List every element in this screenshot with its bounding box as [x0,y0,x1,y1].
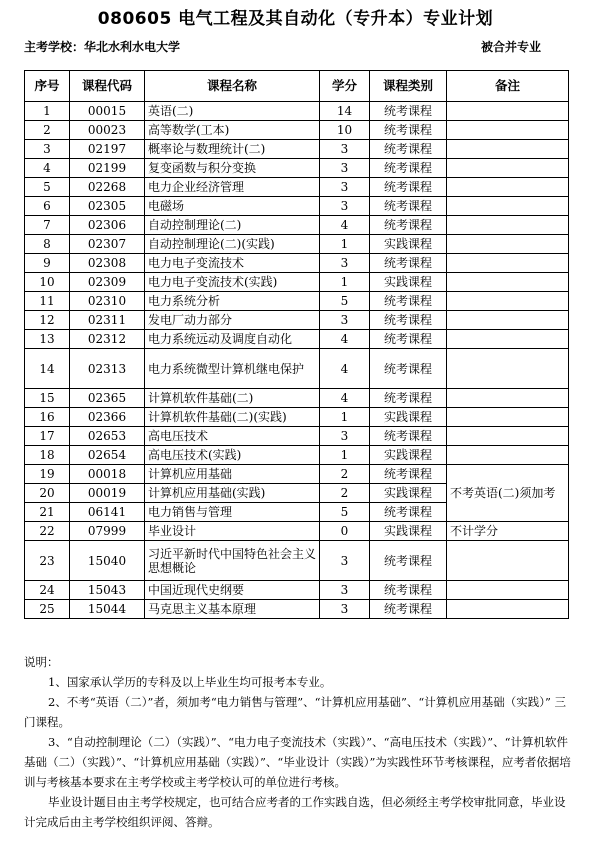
code-cell: 02306 [70,216,145,235]
code-cell: 02199 [70,159,145,178]
remark-cell [447,235,569,254]
course-name-cell: 计算机应用基础 [145,465,320,484]
credit-cell: 0 [320,522,370,541]
credit-cell: 3 [320,140,370,159]
type-cell: 统考课程 [370,102,447,121]
seq-cell: 13 [25,330,70,349]
type-cell: 统考课程 [370,581,447,600]
course-name-cell: 电力系统微型计算机继电保护 [145,349,320,389]
seq-cell: 8 [25,235,70,254]
type-cell: 统考课程 [370,178,447,197]
type-cell: 统考课程 [370,330,447,349]
seq-cell: 22 [25,522,70,541]
header-type: 课程类别 [370,71,447,102]
course-name-cell: 电力系统分析 [145,292,320,311]
credit-cell: 2 [320,484,370,503]
type-cell: 统考课程 [370,140,447,159]
type-cell: 统考课程 [370,465,447,484]
course-name-cell: 概率论与数理统计(二) [145,140,320,159]
course-name-cell: 电力销售与管理 [145,503,320,522]
remark-cell [447,389,569,408]
credit-cell: 4 [320,389,370,408]
seq-cell: 21 [25,503,70,522]
seq-cell: 15 [25,389,70,408]
table-row [25,159,569,178]
course-name-cell: 计算机应用基础(实践) [145,484,320,503]
code-cell: 00019 [70,484,145,503]
seq-cell: 7 [25,216,70,235]
remark-cell: 不计学分 [447,522,569,541]
course-name-cell: 电力企业经济管理 [145,178,320,197]
code-cell: 15044 [70,600,145,619]
table-header-row [25,71,569,102]
code-cell: 02653 [70,427,145,446]
remark-cell [447,121,569,140]
table-row [25,121,569,140]
course-name-cell: 高等数学(工本) [145,121,320,140]
table-row [25,292,569,311]
seq-cell: 20 [25,484,70,503]
credit-cell: 3 [320,541,370,581]
table-row [25,446,569,465]
code-cell: 02366 [70,408,145,427]
table-row [25,349,569,389]
table-row [25,600,569,619]
code-cell: 02313 [70,349,145,389]
header-remark: 备注 [447,71,569,102]
remark-cell: 不考英语(二)须加考 [447,465,569,522]
seq-cell: 9 [25,254,70,273]
course-name-cell: 计算机软件基础(二)(实践) [145,408,320,427]
type-cell: 实践课程 [370,522,447,541]
seq-cell: 25 [25,600,70,619]
remark-cell [447,197,569,216]
remark-cell [447,254,569,273]
code-cell: 02654 [70,446,145,465]
credit-cell: 3 [320,581,370,600]
seq-cell: 17 [25,427,70,446]
course-name-cell: 复变函数与积分变换 [145,159,320,178]
host-school: 主考学校：华北水利水电大学 [24,40,181,54]
remark-cell [447,446,569,465]
seq-cell: 3 [25,140,70,159]
seq-cell: 1 [25,102,70,121]
table-row [25,140,569,159]
type-cell: 统考课程 [370,541,447,581]
code-cell: 15043 [70,581,145,600]
table-row [25,273,569,292]
type-cell: 统考课程 [370,427,447,446]
table-row [25,178,569,197]
table-body [25,102,569,619]
credit-cell: 4 [320,349,370,389]
course-name-cell: 高电压技术 [145,427,320,446]
type-cell: 统考课程 [370,292,447,311]
code-cell: 02365 [70,389,145,408]
credit-cell: 3 [320,159,370,178]
seq-cell: 10 [25,273,70,292]
course-name-cell: 自动控制理论(二) [145,216,320,235]
code-cell: 07999 [70,522,145,541]
credit-cell: 1 [320,408,370,427]
code-cell: 00023 [70,121,145,140]
remark-cell [447,427,569,446]
course-name-cell: 自动控制理论(二)(实践) [145,235,320,254]
table-row [25,216,569,235]
page-title: 080605 电气工程及其自动化（专升本）专业计划 [97,9,494,29]
course-name-cell: 电磁场 [145,197,320,216]
credit-cell: 2 [320,465,370,484]
table-row [25,254,569,273]
code-cell: 00018 [70,465,145,484]
code-cell: 15040 [70,541,145,581]
course-plan-table [24,70,569,619]
type-cell: 实践课程 [370,484,447,503]
course-name-cell: 马克思主义基本原理 [145,600,320,619]
note-2: 2、不考“英语（二）”者，须加考“电力销售与管理”、“计算机应用基础”、“计算机应用基础（实践）” 三门课程。 [24,695,567,729]
credit-cell: 3 [320,197,370,216]
remark-cell [447,102,569,121]
type-cell: 实践课程 [370,273,447,292]
type-cell: 统考课程 [370,503,447,522]
credit-cell: 3 [320,600,370,619]
course-name-cell: 毕业设计 [145,522,320,541]
credit-cell: 3 [320,427,370,446]
code-cell: 02197 [70,140,145,159]
remark-cell [447,349,569,389]
credit-cell: 3 [320,178,370,197]
credit-cell: 4 [320,330,370,349]
merged-major-label: 被合并专业 [480,40,541,54]
seq-cell: 23 [25,541,70,581]
remark-cell [447,581,569,600]
seq-cell: 6 [25,197,70,216]
table-row [25,581,569,600]
header-code: 课程代码 [70,71,145,102]
table-row [25,235,569,254]
table-row [25,197,569,216]
credit-cell: 1 [320,235,370,254]
code-cell: 02310 [70,292,145,311]
seq-cell: 11 [25,292,70,311]
code-cell: 02268 [70,178,145,197]
seq-cell: 24 [25,581,70,600]
credit-cell: 1 [320,446,370,465]
course-name-cell: 电力系统远动及调度自动化 [145,330,320,349]
table-row [25,330,569,349]
type-cell: 统考课程 [370,349,447,389]
note-4: 毕业设计题目由主考学校规定，也可结合应考者的工作实践自选，但必须经主考学校审批同意，毕业设计完成后由主考学校组织评阅、答辩。 [24,795,566,829]
credit-cell: 5 [320,292,370,311]
table-row [25,427,569,446]
seq-cell: 19 [25,465,70,484]
remark-cell [447,216,569,235]
note-1: 1、国家承认学历的专科及以上毕业生均可报考本专业。 [48,675,332,689]
type-cell: 统考课程 [370,197,447,216]
header-seq: 序号 [25,71,70,102]
course-name-cell: 习近平新时代中国特色社会主义思想概论 [145,541,320,581]
remark-cell [447,408,569,427]
notes-heading: 说明： [24,655,59,669]
type-cell: 实践课程 [370,408,447,427]
code-cell: 02305 [70,197,145,216]
notes-section [24,652,572,832]
code-cell: 00015 [70,102,145,121]
header-credit: 学分 [320,71,370,102]
code-cell: 02309 [70,273,145,292]
code-cell: 02308 [70,254,145,273]
seq-cell: 18 [25,446,70,465]
remark-cell [447,541,569,581]
course-name-cell: 电力电子变流技术 [145,254,320,273]
seq-cell: 14 [25,349,70,389]
header-name: 课程名称 [145,71,320,102]
type-cell: 统考课程 [370,159,447,178]
code-cell: 02311 [70,311,145,330]
course-name-cell: 英语(二) [145,102,320,121]
credit-cell: 4 [320,216,370,235]
note-3: 3、“自动控制理论（二）（实践）”、“电力电子变流技术（实践）”、“高电压技术（实践）”、“计算机软件基础（二）（实践）”、“计算机应用基础（实践）”、“毕业设计（实践）”为实践性环节考核课程，应考者依据培训与考核基本要求在主考学校或主考学校认可的单位进行考核。 [24,735,571,789]
table-row [25,389,569,408]
credit-cell: 1 [320,273,370,292]
credit-cell: 3 [320,311,370,330]
seq-cell: 16 [25,408,70,427]
course-name-cell: 高电压技术(实践) [145,446,320,465]
course-name-cell: 电力电子变流技术(实践) [145,273,320,292]
remark-cell [447,292,569,311]
type-cell: 统考课程 [370,311,447,330]
remark-cell [447,600,569,619]
seq-cell: 12 [25,311,70,330]
seq-cell: 2 [25,121,70,140]
table-row [25,102,569,121]
seq-cell: 4 [25,159,70,178]
type-cell: 统考课程 [370,216,447,235]
course-name-cell: 计算机软件基础(二) [145,389,320,408]
code-cell: 02312 [70,330,145,349]
credit-cell: 10 [320,121,370,140]
code-cell: 06141 [70,503,145,522]
type-cell: 实践课程 [370,235,447,254]
course-name-cell: 中国近现代史纲要 [145,581,320,600]
table-row [25,465,569,484]
remark-cell [447,178,569,197]
type-cell: 统考课程 [370,121,447,140]
table-row [25,522,569,541]
type-cell: 统考课程 [370,600,447,619]
table-row [25,408,569,427]
remark-cell [447,311,569,330]
credit-cell: 14 [320,102,370,121]
remark-cell [447,330,569,349]
remark-cell [447,273,569,292]
credit-cell: 3 [320,254,370,273]
remark-cell [447,159,569,178]
remark-cell [447,140,569,159]
course-name-cell: 发电厂动力部分 [145,311,320,330]
credit-cell: 5 [320,503,370,522]
type-cell: 统考课程 [370,389,447,408]
table-row [25,541,569,581]
type-cell: 实践课程 [370,446,447,465]
code-cell: 02307 [70,235,145,254]
table-row [25,311,569,330]
seq-cell: 5 [25,178,70,197]
type-cell: 统考课程 [370,254,447,273]
